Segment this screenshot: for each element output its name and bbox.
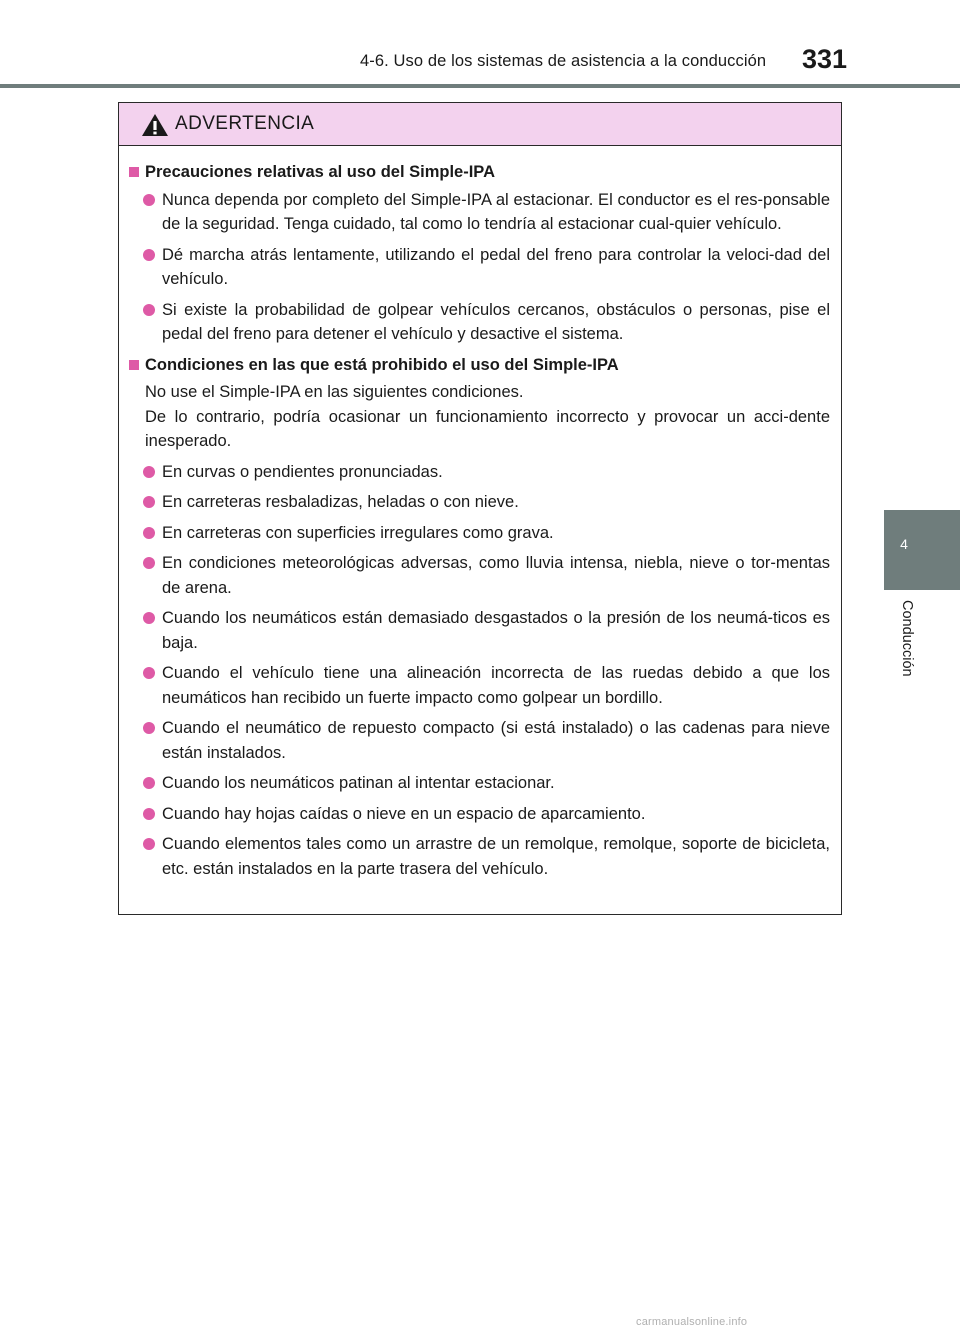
list-item [129, 460, 830, 485]
round-bullet-icon [143, 466, 155, 478]
list-item [129, 243, 830, 292]
square-bullet-icon [129, 360, 139, 370]
round-bullet-icon [143, 667, 155, 679]
list-item-text: Cuando el vehículo tiene una alineación incorrecta de las ruedas debido a que los neumáticos han recibido un fuerte impacto como golpear un bordillo. [162, 664, 830, 707]
round-bullet-icon [143, 527, 155, 539]
intro-line: No use el Simple-IPA en las siguientes condiciones. [145, 383, 524, 401]
list-item [129, 606, 830, 655]
list-item [129, 802, 830, 827]
list-item-text: En curvas o pendientes pronunciadas. [162, 462, 443, 481]
section-heading-text: Precauciones relativas al uso del Simple-IPA [145, 163, 496, 181]
list-item [129, 551, 830, 600]
list-item-text: Cuando hay hojas caídas o nieve en un espacio de aparcamiento. [162, 804, 646, 823]
list-item [129, 832, 830, 881]
list-item [129, 188, 830, 237]
warning-triangle-icon [141, 113, 169, 137]
list-item [129, 771, 830, 796]
round-bullet-icon [143, 777, 155, 789]
list-item-text: Si existe la probabilidad de golpear vehículos cercanos, obstáculos o personas, pise el pedal del freno para detener el vehículo y desactive el sistema. [162, 300, 830, 343]
list-item-text: En carreteras resbaladizas, heladas o con nieve. [162, 493, 519, 511]
section-heading [129, 353, 830, 378]
round-bullet-icon [143, 838, 155, 850]
list-item [129, 490, 830, 515]
round-bullet-icon [143, 557, 155, 569]
list-item-text: Cuando el neumático de repuesto compacto (si está instalado) o las cadenas para nieve están instalados. [162, 719, 830, 762]
warning-box [118, 102, 842, 915]
list-item [129, 716, 830, 765]
round-bullet-icon [143, 808, 155, 820]
watermark: carmanualsonline.info [636, 1316, 748, 1328]
round-bullet-icon [143, 722, 155, 734]
chapter-number: 4 [900, 536, 908, 552]
warning-body [119, 146, 841, 881]
round-bullet-icon [143, 496, 155, 508]
list-item-text: En condiciones meteorológicas adversas, como lluvia intensa, niebla, nieve o tor-mentas de arena. [162, 554, 830, 597]
section-heading-text: Condiciones en las que está prohibido el uso del Simple-IPA [145, 355, 619, 374]
round-bullet-icon [143, 304, 155, 316]
section-heading [129, 160, 830, 185]
header-rule [0, 84, 960, 88]
page-number: 331 [802, 44, 848, 74]
section-intro [129, 380, 830, 454]
list-item-text: Cuando los neumáticos patinan al intentar estacionar. [162, 774, 555, 792]
warning-header [119, 103, 841, 146]
list-item [129, 521, 830, 546]
list-item [129, 661, 830, 710]
list-item [129, 298, 830, 347]
chapter-tab [884, 510, 960, 590]
list-item-text: Cuando los neumáticos están demasiado desgastados o la presión de los neumá-ticos es baja. [162, 609, 830, 652]
chapter-label: Conducción [899, 600, 915, 677]
list-item-text: Cuando elementos tales como un arrastre de un remolque, remolque, soporte de bicicleta, etc. están instalados en la parte trasera del vehículo. [162, 835, 830, 878]
warning-title: ADVERTENCIA [175, 113, 315, 134]
square-bullet-icon [129, 167, 139, 177]
list-item-text: Dé marcha atrás lentamente, utilizando el pedal del freno para controlar la veloci-dad del vehículo. [162, 245, 830, 288]
round-bullet-icon [143, 194, 155, 206]
intro-line: De lo contrario, podría ocasionar un funcionamiento incorrecto y provocar un acci-dente inesperado. [145, 407, 830, 450]
round-bullet-icon [143, 249, 155, 261]
round-bullet-icon [143, 612, 155, 624]
list-item-text: Nunca dependa por completo del Simple-IPA al estacionar. El conductor es el res-ponsable de la seguridad. Tenga cuidado, tal como lo tendría al estacionar cual-quier vehículo. [162, 190, 830, 233]
list-item-text: En carreteras con superficies irregulares como grava. [162, 523, 554, 542]
running-header-section-title: 4-6. Uso de los sistemas de asistencia a la conducción [360, 52, 767, 70]
